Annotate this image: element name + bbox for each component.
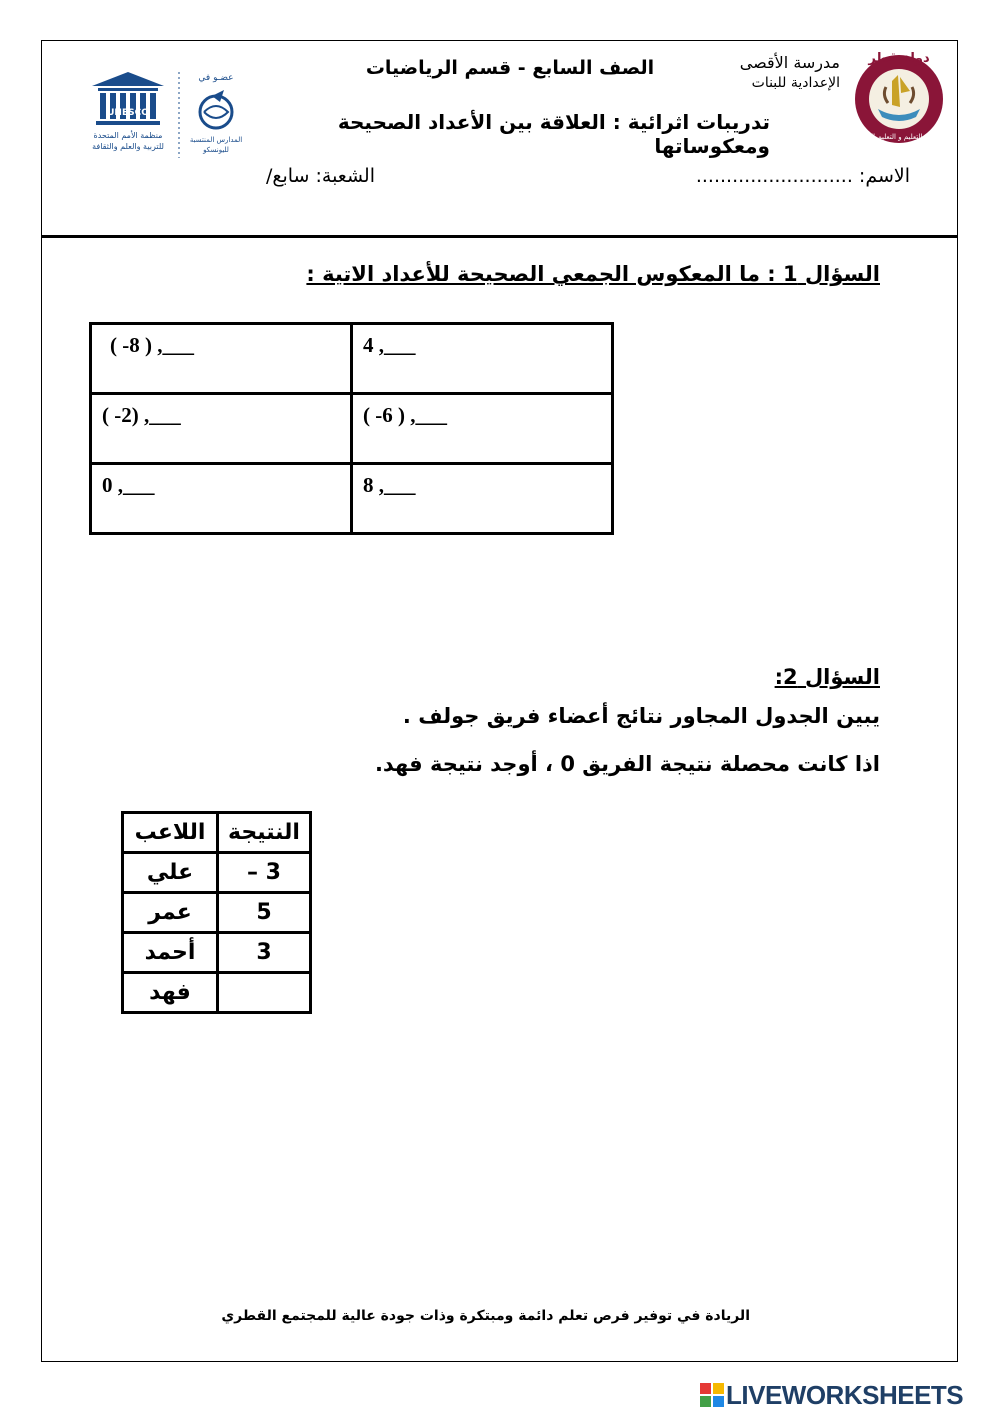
header-divider — [41, 235, 958, 238]
question-2-title: السؤال 2: — [774, 665, 880, 689]
section-field[interactable]: الشعبة: سابع/ — [265, 165, 375, 187]
svg-text:دولة قطر: دولة قطر — [868, 51, 930, 66]
question-1-title: السؤال 1 : ما المعكوس الجمعي الصحيحة للأعداد الاتية : — [306, 262, 880, 286]
table-row — [123, 973, 311, 1013]
worksheet-title: تدريبات اثرائية : العلاقة بين الأعداد الصحيحة ومعكوساتها — [337, 110, 770, 158]
column-header-player: اللاعب — [123, 813, 218, 853]
q1-cell[interactable]: 0 ,___ — [91, 464, 352, 534]
unesco-logo — [72, 66, 184, 158]
player-cell: فهد — [123, 973, 218, 1013]
golf-scores-table — [121, 811, 312, 1014]
svg-text:المدارس المنتسبة: المدارس المنتسبة — [189, 136, 243, 144]
svg-text:لليونسكو: لليونسكو — [203, 146, 229, 154]
table-row — [123, 893, 311, 933]
svg-text:عضـو في: عضـو في — [198, 73, 234, 83]
q1-cell[interactable]: 8 ,___ — [352, 464, 613, 534]
score-cell: 5 — [218, 893, 311, 933]
q1-cell[interactable]: 4 ,___ — [352, 324, 613, 394]
column-header-score: النتيجة — [218, 813, 311, 853]
answer-input-cell[interactable] — [218, 973, 311, 1013]
table-row — [123, 853, 311, 893]
table-row — [91, 394, 613, 464]
liveworksheets-watermark — [700, 1380, 995, 1410]
question-1-table — [89, 322, 614, 535]
player-cell: عمر — [123, 893, 218, 933]
svg-text:للتربية والعلم والثقافة: للتربية والعلم والثقافة — [92, 142, 164, 151]
table-row — [91, 464, 613, 534]
player-cell: أحمد — [123, 933, 218, 973]
qatar-ministry-logo — [848, 47, 950, 147]
school-subname: الإعدادية للبنات — [751, 75, 840, 91]
page-frame — [41, 40, 958, 1362]
liveworksheets-icon — [700, 1383, 724, 1407]
grade-title: الصف السابع - قسم الرياضيات — [365, 57, 655, 79]
footer-motto: الريادة في توفير فرص تعلم دائمة ومبتكرة وذات جودة عالية للمجتمع القطري — [221, 1308, 750, 1324]
svg-text:UNESCO: UNESCO — [107, 108, 149, 118]
table-row — [91, 324, 613, 394]
q1-cell[interactable]: ( -8 ) ,___ — [91, 324, 352, 394]
score-cell: 3 — [218, 933, 311, 973]
svg-text:وزارة التعليم و التعليم العالي: وزارة التعليم و التعليم العالي — [857, 133, 941, 141]
q1-cell[interactable]: ( -2) ,___ — [91, 394, 352, 464]
student-name-field[interactable]: الاسم: .......................... — [695, 165, 910, 187]
score-cell: 3 – — [218, 853, 311, 893]
player-cell: علي — [123, 853, 218, 893]
table-row — [123, 933, 311, 973]
liveworksheets-text: LIVEWORKSHEETS — [726, 1380, 964, 1410]
question-2-line-2: اذا كانت محصلة نتيجة الفريق 0 ، أوجد نتيجة فهد. — [374, 752, 880, 776]
q1-cell[interactable]: ( -6 ) ,___ — [352, 394, 613, 464]
school-name: مدرسة الأقصى — [739, 53, 840, 72]
table-header-row — [123, 813, 311, 853]
svg-text:منظمة الأمم المتحدة: منظمة الأمم المتحدة — [93, 131, 163, 140]
question-2-line-1: يبين الجدول المجاور نتائج أعضاء فريق جولف . — [402, 704, 880, 728]
